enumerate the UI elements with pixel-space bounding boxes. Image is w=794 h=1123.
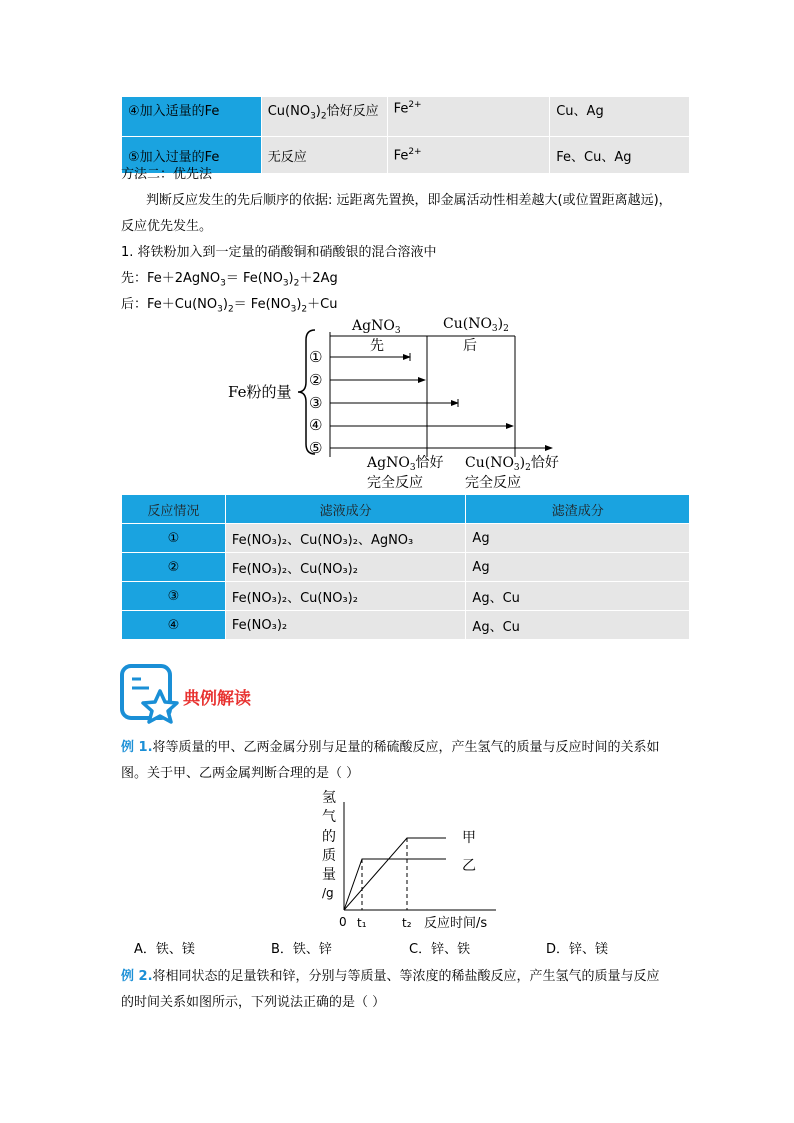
method2-title: 方法二：优先法 xyxy=(121,167,213,182)
marker-2: ② xyxy=(309,371,323,389)
table-cell: Cu、Ag xyxy=(550,97,690,137)
table-cell: ④ xyxy=(122,611,226,640)
first-label: 先 xyxy=(370,338,384,354)
example-1-line-2: 图。关于甲、乙两金属判断合理的是（ ） xyxy=(121,766,360,781)
first-equation: 先：Fe＋2AgNO$_3$＝ $Fe(NO_3)_2+2Ag$ xyxy=(121,271,338,289)
cuno3-complete-label-2: 完全反应 xyxy=(465,475,521,491)
table-cell: Fe(NO₃)₂、Cu(NO₃)₂、AgNO₃ xyxy=(225,524,466,553)
svg-text:/g: /g xyxy=(322,886,334,900)
table-row xyxy=(122,611,690,640)
option-d[interactable]: D．锌、镁 xyxy=(546,942,609,957)
table-cell: ③ xyxy=(122,582,226,611)
basis-text-2: 反应优先发生。 xyxy=(121,219,213,234)
example-1-line-1: 例 1.将等质量的甲、乙两金属分别与足量的稀硫酸反应，产生氢气的质量与反应时间的关系如 xyxy=(121,740,660,755)
series-jia-label: 甲 xyxy=(462,830,476,846)
table-cell: Ag xyxy=(466,553,690,582)
agno3-complete-label-2: 完全反应 xyxy=(367,475,423,491)
table-row xyxy=(122,553,690,582)
second-equation: 后：$Fe+Cu(NO_3)_2= Fe(NO_3)_2+Cu$ xyxy=(121,297,338,315)
column-header: 滤液成分 xyxy=(225,495,466,524)
table-cell: $Cu(NO_3)_2$恰好反应 xyxy=(261,97,387,137)
svg-text:质: 质 xyxy=(322,848,336,864)
svg-text:的: 的 xyxy=(322,829,336,845)
svg-text:氢: 氢 xyxy=(322,790,336,806)
table-cell: $Fe^{2+}$ xyxy=(387,97,550,137)
origin-label: 0 xyxy=(339,915,347,929)
option-b[interactable]: B．铁、锌 xyxy=(271,942,332,957)
cuno3-label: $Cu(NO_3)_2$ xyxy=(443,316,509,334)
example-2-line-2: 的时间关系如图所示，下列说法正确的是（ ） xyxy=(121,995,386,1010)
table-header-row xyxy=(122,495,690,524)
column-header: 滤渣成分 xyxy=(466,495,690,524)
table-cell: ② xyxy=(122,553,226,582)
series-jia-line xyxy=(344,838,446,910)
table-cell: Ag、Cu xyxy=(466,611,690,640)
t1-label: t₁ xyxy=(357,916,367,930)
agno3-complete-label: AgNO$_3$恰好 xyxy=(367,455,444,473)
option-c[interactable]: C．锌、铁 xyxy=(409,942,471,957)
agno3-label: AgNO$_3$ xyxy=(352,318,401,336)
marker-5: ⑤ xyxy=(309,439,323,457)
table-cell: Fe(NO₃)₂ xyxy=(225,611,466,640)
table-cell: Fe(NO₃)₂、Cu(NO₃)₂ xyxy=(225,553,466,582)
item-1: 1. 将铁粉加入到一定量的硝酸铜和硝酸银的混合溶液中 xyxy=(121,245,437,260)
fe-amount-label: Fe粉的量 xyxy=(228,383,292,401)
table-cell: Ag、Cu xyxy=(466,582,690,611)
option-a[interactable]: A．铁、镁 xyxy=(134,942,195,957)
after-label: 后 xyxy=(463,338,477,354)
fe-reaction-diagram xyxy=(220,312,590,494)
svg-text:气: 气 xyxy=(322,809,336,825)
table-cell: Fe(NO₃)₂、Cu(NO₃)₂ xyxy=(225,582,466,611)
series-yi-label: 乙 xyxy=(462,858,476,874)
table-row xyxy=(122,524,690,553)
table-cell: ⑤加入过量的Fe xyxy=(122,137,262,174)
basis-text-1: 判断反应发生的先后顺序的依据: 远距离先置换，即金属活动性相差越大(或位置距离越远)， xyxy=(146,193,672,208)
filtrate-table xyxy=(121,494,690,640)
table-cell: ① xyxy=(122,524,226,553)
table-cell: $Fe^{2+}$ xyxy=(387,137,550,174)
svg-text:量: 量 xyxy=(322,867,336,883)
hydrogen-graph xyxy=(316,786,516,934)
marker-4: ④ xyxy=(309,416,323,434)
table-cell: Fe、Cu、Ag xyxy=(550,137,690,174)
section-title: 典例解读 xyxy=(183,689,251,709)
x-axis-label: 反应时间/s xyxy=(424,916,488,931)
star-note-icon xyxy=(119,663,181,725)
y-axis-label xyxy=(322,790,336,900)
table-cell: ④加入适量的Fe xyxy=(122,97,262,137)
marker-3: ③ xyxy=(309,394,323,412)
table-cell: 无反应 xyxy=(261,137,387,174)
marker-1: ① xyxy=(309,348,323,366)
table-cell: Ag xyxy=(466,524,690,553)
series-yi-line xyxy=(344,859,446,910)
table-row xyxy=(122,97,690,137)
cuno3-complete-label: $Cu(NO_3)_2$恰好 xyxy=(465,455,559,473)
table-row xyxy=(122,582,690,611)
t2-label: t₂ xyxy=(402,916,412,930)
column-header: 反应情况 xyxy=(122,495,226,524)
example-2-line-1: 例 2.将相同状态的足量铁和锌，分别与等质量、等浓度的稀盐酸反应，产生氢气的质量与反应 xyxy=(121,969,660,984)
